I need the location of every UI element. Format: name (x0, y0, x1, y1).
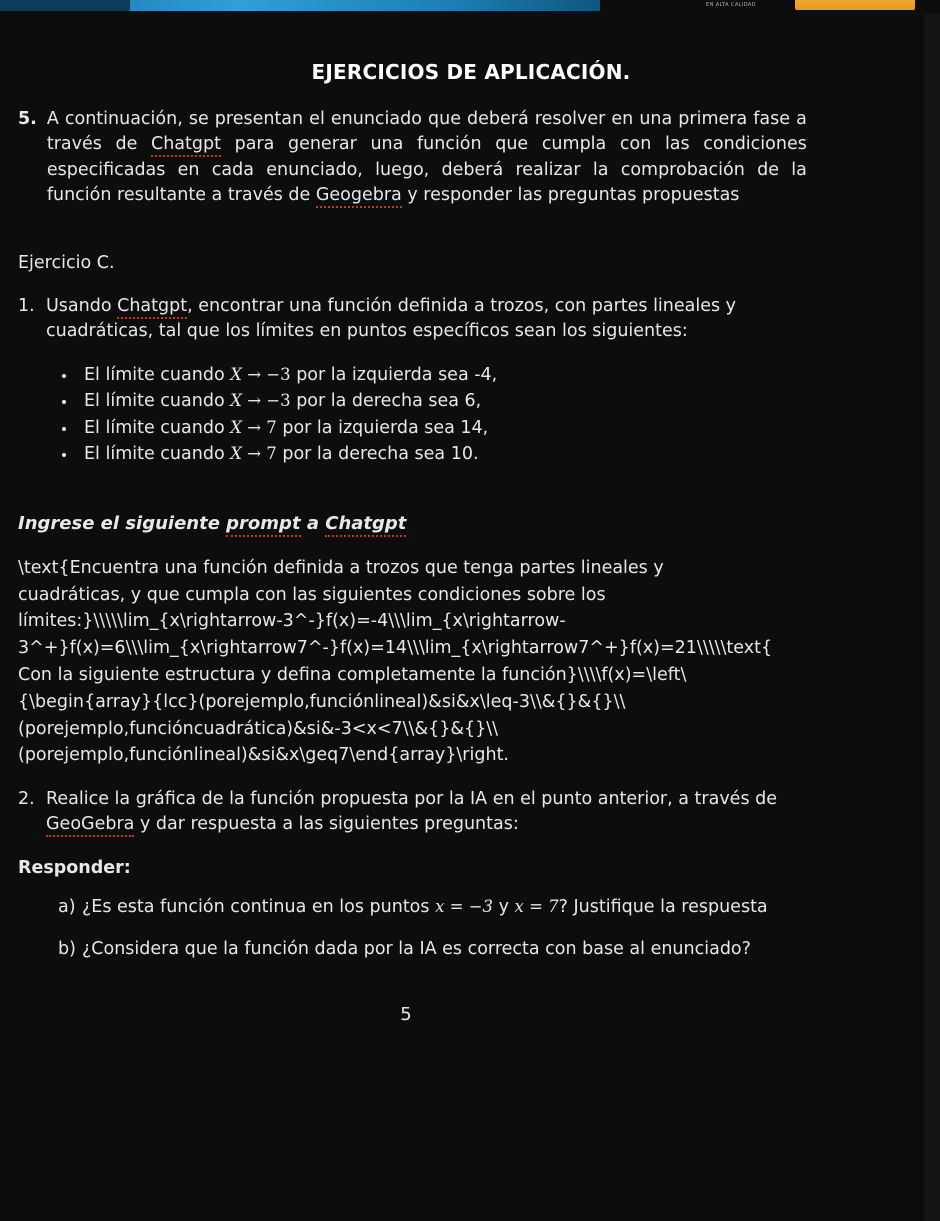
bullet-2-point: 7 (266, 417, 277, 437)
item-5-number: 5. (18, 109, 37, 129)
bullet-2-suffix: por la izquierda sea 14, (276, 417, 489, 438)
latex-prompt-block: \text{Encuentra una función definida a trozos que tenga partes lineales y cuadráticas, y que cumpla con las siguientes condiciones sobre los límites:}\\\\\lim_{x\rightarrow-3^-}f(x)=-4\\\lim_{x\rightarrow-3^+}f(x)=6\\\lim_{x\rightarrow7^-}f(x)=14\\\lim_{x\rightarrow7^+}f(x)=21\\\\\text{Con la siguiente estructura y defina completamente la función}\\\\f(x)=\left\{\begin{array}{lcc}(porejemplo,funciónlineal)&si&x\leq-3\\&{}&{}\\(porejemplo,funcióncuadrática)&si&-3<x<7\\&{}&{}\\(porejemplo,funciónlineal)&si&x\geq7\end{array}\right. (18, 557, 773, 766)
task-1 (18, 294, 924, 345)
page-right-margin (924, 0, 940, 1221)
spellcheck-geogebra-1: Geogebra (316, 185, 402, 208)
list-item (18, 937, 842, 962)
spellcheck-chatgpt-2: Chatgpt (117, 296, 187, 319)
bullet-0-arrow: → (241, 364, 267, 384)
list-item (18, 895, 842, 920)
numbered-item-5 (18, 107, 924, 209)
bullet-0-var: X (230, 364, 242, 384)
list-item (18, 363, 924, 389)
banner-orange-chip (795, 0, 915, 10)
bullet-3-suffix: por la derecha sea 10. (276, 444, 479, 465)
question-a-label: a) (58, 897, 76, 918)
bullet-2-var: X (230, 417, 242, 437)
bullet-3-var: X (230, 444, 242, 464)
bullet-1-point: −3 (266, 391, 291, 411)
question-b-label: b) (58, 938, 76, 959)
task-2 (18, 787, 924, 838)
responder-label: Responder: (18, 857, 131, 878)
page-title: EJERCICIOS DE APLICACIÓN. (311, 60, 631, 84)
question-b-text: ¿Considera que la función dada por la IA es correcta con base al enunciado? (82, 938, 751, 959)
bullet-2-arrow: → (241, 417, 267, 437)
bullet-3-point: 7 (266, 444, 277, 464)
page-header-banner (0, 0, 940, 14)
question-a-math-1: x = −3 (435, 897, 494, 917)
task-2-number: 2. (18, 789, 35, 810)
list-item (18, 442, 924, 468)
bullet-1-var: X (230, 391, 242, 411)
list-item (18, 416, 924, 442)
task-2-text: Realice la gráfica de la función propuesta por la IA en el punto anterior, a través de GeoGebra y dar respuesta a las siguientes preguntas: (46, 787, 791, 838)
accreditation-seal-text: EN ALTA CALIDAD (706, 2, 756, 8)
bullet-0-suffix: por la izquierda sea -4, (290, 364, 498, 385)
task-1-number: 1. (18, 295, 35, 316)
exercise-label: Ejercicio C. (18, 252, 115, 273)
bullet-1-arrow: → (241, 391, 267, 411)
bullet-1-prefix: El límite cuando (84, 391, 231, 412)
bullet-2-prefix: El límite cuando (84, 417, 231, 438)
spellcheck-prompt: prompt (226, 513, 300, 537)
question-a-text-before: ¿Es esta función continua en los puntos (82, 897, 436, 918)
spellcheck-chatgpt-3: Chatgpt (325, 513, 406, 537)
prompt-heading-text-1: Ingrese el siguiente (18, 512, 227, 534)
document-content (0, 58, 940, 1028)
task-1-text: Usando Chatgpt, encontrar una función definida a trozos, con partes lineales y cuadráticas, tal que los límites en puntos específicos sean los siguientes: (46, 295, 737, 342)
question-a-joiner: y (493, 897, 515, 918)
spellcheck-chatgpt-1: Chatgpt (151, 134, 221, 157)
prompt-heading (18, 511, 924, 537)
bullet-0-point: −3 (266, 364, 291, 384)
question-a-math-2: x = 7 (514, 897, 559, 917)
list-item (18, 389, 924, 415)
bullet-1-suffix: por la derecha sea 6, (290, 391, 482, 412)
bullet-0-prefix: El límite cuando (84, 364, 231, 385)
item-5-text: A continuación, se presentan el enunciado que deberá resolver en una primera fase a través de Chatgpt para generar una función que cumpla con las condiciones especificadas en cada enunciado, luego, deberá realizar la comprobación de la función resultante a través de Geogebra y responder las preguntas propuestas (47, 107, 807, 209)
limits-list (18, 363, 924, 468)
prompt-heading-text-2: a (300, 512, 326, 534)
bullet-3-prefix: El límite cuando (84, 444, 231, 465)
spellcheck-geogebra-2: GeoGebra (46, 814, 134, 837)
question-a-text-after: ? Justifique la respuesta (558, 897, 768, 918)
bullet-3-arrow: → (241, 444, 267, 464)
page-number: 5 (400, 1003, 412, 1025)
banner-blue-bar (0, 0, 600, 11)
questions-list (18, 895, 924, 962)
